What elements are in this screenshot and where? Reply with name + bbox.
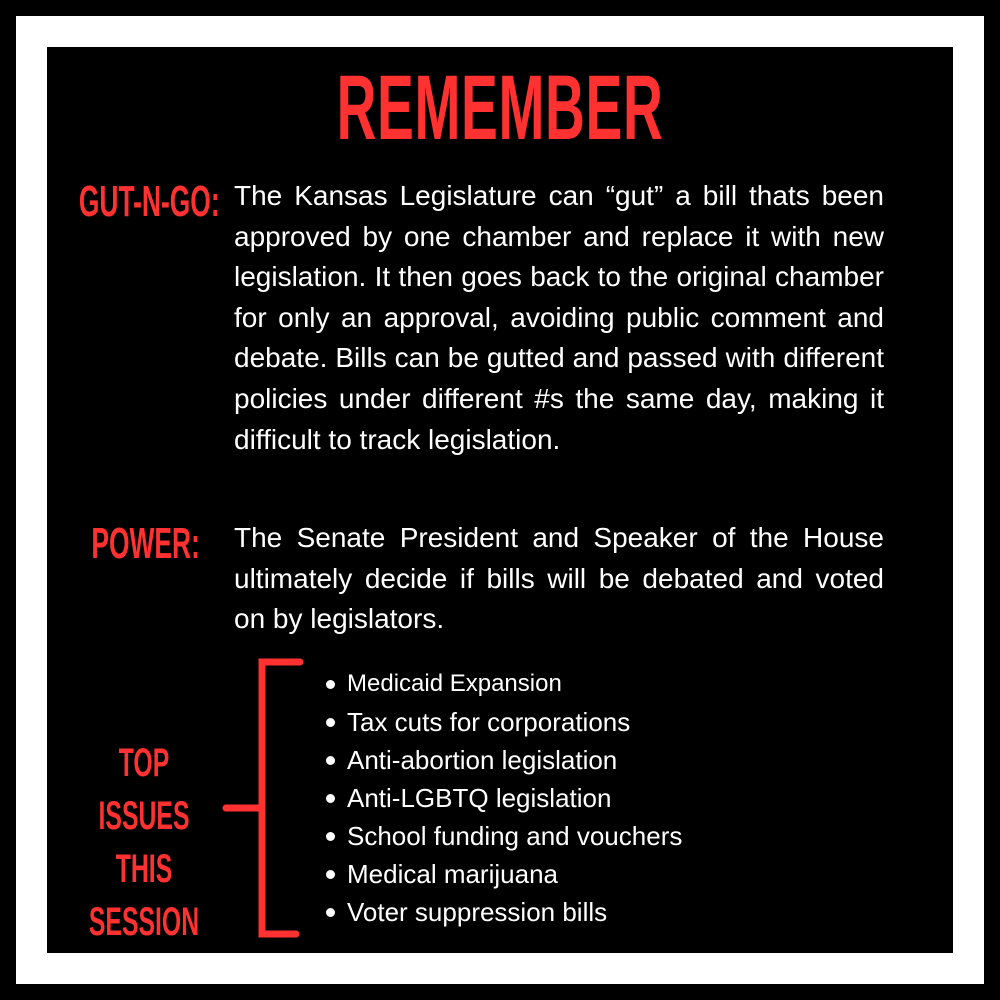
- bullet-icon: [326, 680, 335, 689]
- issue-label: Anti-abortion legislation: [347, 745, 618, 775]
- list-item: [322, 665, 682, 703]
- issue-label: Medical marijuana: [347, 859, 558, 889]
- issue-label: Anti-LGBTQ legislation: [347, 783, 612, 813]
- issue-label: Tax cuts for corporations: [347, 707, 631, 737]
- issue-label: School funding and vouchers: [347, 821, 683, 851]
- issue-label: Voter suppression bills: [347, 897, 608, 927]
- page-title: REMEMBER: [336, 57, 664, 159]
- gut-n-go-label: GUT-N-GO:: [79, 177, 220, 226]
- list-item: [322, 779, 682, 817]
- power-description: The Senate President and Speaker of the House ultimately decide if bills will be debated and voted on by legislators.: [234, 522, 884, 635]
- gut-n-go-description: The Kansas Legislature can “gut” a bill thats been approved by one chamber and replace it with new legislation. It then goes back to the original chamber for only an approval, avoiding public comment and debate. Bills can be gutted and passed with different policies under different #s the same day, making it difficult to track legislation.: [234, 180, 884, 455]
- list-item: [322, 741, 682, 779]
- list-item: [322, 817, 682, 855]
- bullet-icon: [326, 794, 335, 803]
- bullet-icon: [326, 832, 335, 841]
- list-item: [322, 893, 682, 931]
- list-item: [322, 855, 682, 893]
- bullet-icon: [326, 870, 335, 879]
- top-issues-list: [322, 665, 682, 931]
- bullet-icon: [326, 718, 335, 727]
- power-label: POWER:: [91, 519, 200, 568]
- list-item: [322, 703, 682, 741]
- top-issues-label: TOP ISSUES THIS SESSION: [88, 741, 200, 944]
- bullet-icon: [326, 756, 335, 765]
- bullet-icon: [326, 908, 335, 917]
- issue-label: Medicaid Expansion: [347, 670, 562, 697]
